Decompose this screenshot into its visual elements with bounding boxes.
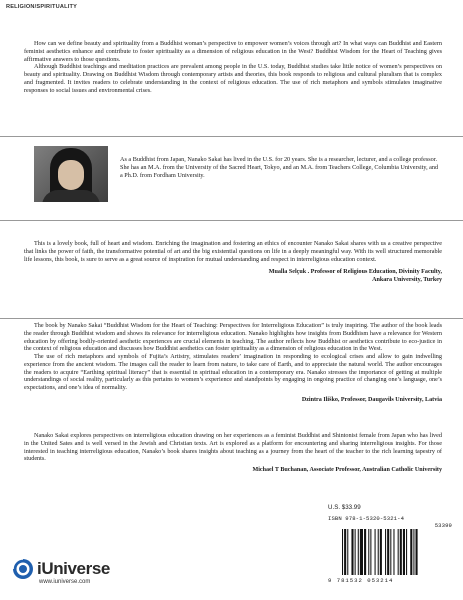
barcode-bar <box>380 529 382 575</box>
barcode-bar <box>378 529 379 575</box>
publisher-url: www.iuniverse.com <box>39 579 91 585</box>
barcode-bar <box>393 529 394 575</box>
barcode-bar <box>400 529 402 575</box>
author-bio: As a Buddhist from Japan, Nanako Sakai has lived in the U.S. for 20 years. She is a researcher, lecturer, and a college professor. She has an M.A. from the University of the Sacred Heart, Tokyo, and an M.A. from Teachers College, Columbia University, and a Ph.D. from Fordham University. <box>120 156 439 179</box>
barcode-bar <box>385 529 386 575</box>
barcode-bar <box>342 529 343 575</box>
category-label: RELIGION/SPIRITUALITY <box>6 4 78 10</box>
barcode-number: 9 781532 053214 <box>328 577 394 584</box>
review-1 <box>24 240 442 284</box>
barcode-bar <box>403 529 405 575</box>
barcode-bar <box>355 529 356 575</box>
review-text: The book by Nanako Sakai “Buddhist Wisdom for the Heart of Teaching: Perspectives for Interreligious Education” is truly inspiring. The author of the book leads the reader through Buddhist wisdom and shows its relevance for interreligious education. Nanako highlights how insights from Buddhism have a relevance for Western education by offering bodily-oriented aesthetic experiences are crucial elements in teaching. The author reflects how Buddhist or aesthetics contribute to eco-justice in the context of religious education and discusses how Buddhist aesthetics can foster spirituality as a dimension of religious education in the West. <box>24 322 442 353</box>
barcode-bar <box>370 529 371 575</box>
barcode-bar <box>358 529 359 575</box>
publisher-logo <box>10 558 110 585</box>
barcode-bar <box>344 529 346 575</box>
review-3 <box>24 432 442 474</box>
divider <box>0 318 463 319</box>
divider <box>0 136 463 137</box>
review-attribution: Mualla Selçuk . Professor of Religious Education, Divinity Faculty, <box>268 269 442 276</box>
review-attribution: Ankara University, Turkey <box>372 277 442 284</box>
barcode-bar <box>364 529 366 575</box>
divider <box>0 220 463 221</box>
barcode-bar <box>387 529 389 575</box>
review-attribution: Michael T Buchanan, Associate Professor, Australian Catholic University <box>252 467 442 473</box>
review-attribution: Dzintra Iliško, Professor, Daugavils University, Latvia <box>301 396 442 403</box>
barcode-bar <box>413 529 414 575</box>
publisher-name: iUniverse <box>37 559 110 578</box>
intro-paragraph-2: Although Buddhist teachings and meditation practices are prevalent among people in the U.S. today, Buddhist studies take little notice of women’s perspectives on beauty and spirituality. Drawing on Buddhist Wisdom through contemporary artists and theories, this book responds to religious and cultural pluralism that is complex and fragmented. It invites readers to celebrate understanding in the context of religious education. The use of rich metaphors and symbols stimulates imaginative responses to social issues and environmental crises. <box>24 63 442 94</box>
review-text: Nanako Sakai explores perspectives on interreligious education drawing on her experiences as a feminist Buddhist and Shintonist female from Japan who has lived in the United Sates and is well versed in the Jewish and Christian texts. Art is explored as a platform for encountering and sharing interreligious insights. For those interested in teaching interreligious education, Nanako’s book shares insights about teaching as a journey from the heart of the teacher to the rich learning tapestry of students. <box>24 432 442 463</box>
barcode-bar <box>368 529 369 575</box>
review-text: This is a lovely book, full of heart and wisdom. Enriching the imagination and fostering an ethics of encounter Nanako Sakai shares with us a creative perspective that links the power of faith, the transformative potential of art and the big existential questions on life in a deeply meaningful way. With its well structured memorable life lessons, this book, is sure to serve as a great source of inspiration for mutual understanding and respect in interreligious education context. <box>24 240 442 263</box>
barcode-bar <box>375 529 376 575</box>
isbn-label: ISBN 978-1-5320-5321-4 <box>328 515 405 522</box>
barcode-bar <box>416 529 418 575</box>
isbn-addon: 53399 <box>434 522 452 529</box>
barcode-bar <box>351 529 353 575</box>
isbn-barcode <box>328 515 452 587</box>
barcode-bar <box>347 529 348 575</box>
author-photo <box>34 146 108 202</box>
price-label: U.S. $33.99 <box>328 504 361 511</box>
barcode-bar <box>398 529 399 575</box>
iuniverse-logo-icon <box>10 558 36 580</box>
barcode-bar <box>410 529 412 575</box>
barcode-bar <box>360 529 363 575</box>
review-text: The use of rich metaphors and symbols of Fujita’s Artistry, stimulates readers’ imagination in responding to ecological crises and allow to gain indwelling experience from the ancient wisdom. The images call the reader to learn from nature, to take care of Earth, and to appreciate the natural world. The author encourages the readers to acquire “Earthing spiritual literacy” that is essential in spiritual education in a contemporary era. Nanako stresses the importance of getting at multiple understandings of social reality, particularly as this pertains to women’s experience and standpoints by engaging in ongoing practice of changing one’s language, one’s expectations, and one’s idea of normality. <box>24 353 442 391</box>
intro-section <box>24 40 442 94</box>
review-2 <box>24 322 442 404</box>
barcode-bar <box>390 529 391 575</box>
barcode-image <box>342 529 446 575</box>
barcode-bar <box>406 529 407 575</box>
intro-paragraph-1: How can we define beauty and spirituality from a Buddhist woman’s perspective to empower women’s voices through art? In what ways can Buddhist and Eastern feminist aesthetics enhance and contribute to foster spirituality as a dimension of religious education in the West? Buddhist Wisdom for the Heart of Teaching gives affirmative answers to those questions. <box>24 40 442 63</box>
